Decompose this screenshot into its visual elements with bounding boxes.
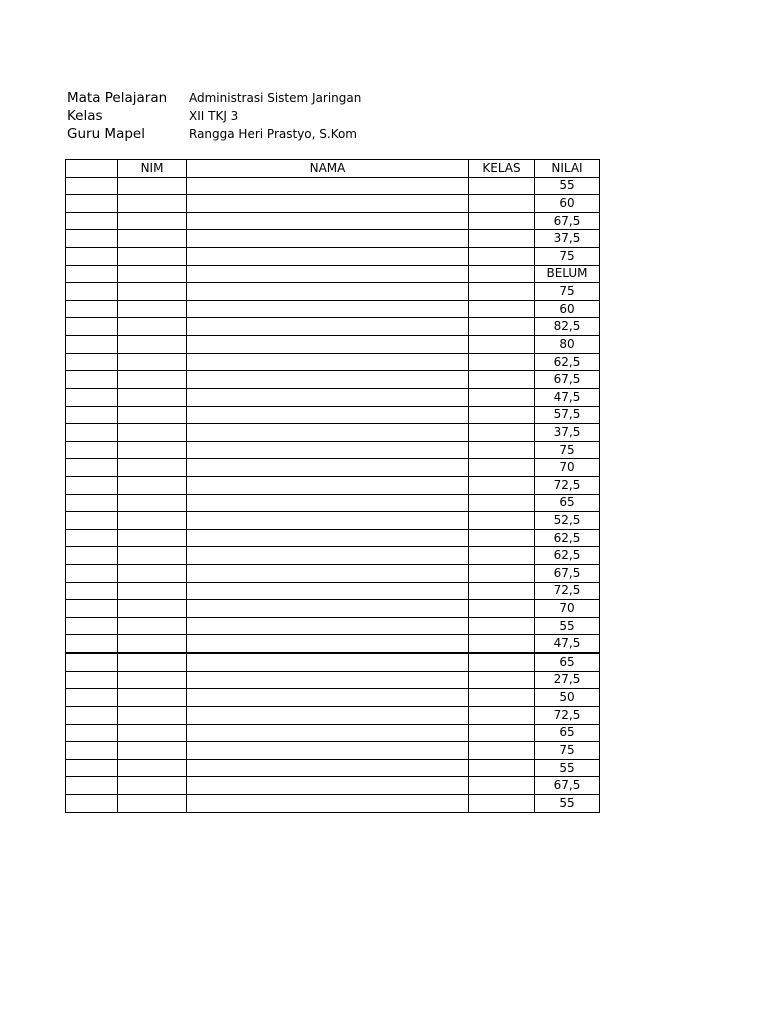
nilai-cell: 60	[535, 300, 600, 318]
kelas-cell	[469, 777, 535, 795]
kelas-cell	[469, 459, 535, 477]
kelas-cell	[469, 582, 535, 600]
nilai-cell: 55	[535, 759, 600, 777]
nilai-cell: 50	[535, 689, 600, 707]
nilai-cell: 75	[535, 283, 600, 301]
nim-cell	[118, 230, 187, 248]
nim-cell	[118, 600, 187, 618]
kelas-cell	[469, 565, 535, 583]
nim-cell	[118, 318, 187, 336]
kelas-cell	[469, 600, 535, 618]
nama-cell	[187, 529, 469, 547]
nim-cell	[118, 441, 187, 459]
kelas-cell	[469, 794, 535, 812]
nim-cell	[118, 512, 187, 530]
nama-cell	[187, 300, 469, 318]
nilai-cell: 67,5	[535, 777, 600, 795]
table-row	[66, 177, 600, 195]
nilai-cell: 75	[535, 248, 600, 266]
row-no-cell	[66, 353, 118, 371]
row-no-cell	[66, 529, 118, 547]
nama-cell	[187, 424, 469, 442]
nim-cell	[118, 759, 187, 777]
kelas-cell	[469, 529, 535, 547]
nim-cell	[118, 653, 187, 671]
table-row	[66, 689, 600, 707]
nilai-cell: 55	[535, 794, 600, 812]
nama-cell	[187, 388, 469, 406]
nim-cell	[118, 617, 187, 635]
nama-cell	[187, 565, 469, 583]
nama-cell	[187, 212, 469, 230]
nilai-cell: 37,5	[535, 230, 600, 248]
row-no-cell	[66, 283, 118, 301]
nim-cell	[118, 582, 187, 600]
nilai-cell: 37,5	[535, 424, 600, 442]
nim-cell	[118, 494, 187, 512]
kelas-cell	[469, 512, 535, 530]
table-row	[66, 300, 600, 318]
table-row	[66, 265, 600, 283]
row-no-cell	[66, 565, 118, 583]
nama-cell	[187, 759, 469, 777]
row-no-cell	[66, 742, 118, 760]
table-row	[66, 759, 600, 777]
row-no-cell	[66, 195, 118, 213]
nilai-cell: 72,5	[535, 476, 600, 494]
nama-cell	[187, 318, 469, 336]
nilai-cell: 65	[535, 724, 600, 742]
table-header-row	[66, 160, 600, 178]
nilai-cell: 65	[535, 653, 600, 671]
nama-cell	[187, 653, 469, 671]
row-no-cell	[66, 177, 118, 195]
nilai-cell: 75	[535, 742, 600, 760]
kelas-cell	[469, 318, 535, 336]
nama-cell	[187, 230, 469, 248]
nama-cell	[187, 195, 469, 213]
nama-cell	[187, 336, 469, 354]
row-no-cell	[66, 547, 118, 565]
nim-cell	[118, 336, 187, 354]
subject-label: Mata Pelajaran	[67, 90, 168, 106]
nama-cell	[187, 742, 469, 760]
nim-cell	[118, 353, 187, 371]
table-row	[66, 195, 600, 213]
nilai-cell: 70	[535, 600, 600, 618]
row-no-cell	[66, 336, 118, 354]
nama-cell	[187, 724, 469, 742]
nim-cell	[118, 635, 187, 653]
row-no-cell	[66, 582, 118, 600]
table-row	[66, 388, 600, 406]
nilai-cell: BELUM	[535, 265, 600, 283]
header-row-subject	[67, 89, 361, 107]
nilai-cell: 62,5	[535, 353, 600, 371]
kelas-cell	[469, 230, 535, 248]
nim-cell	[118, 248, 187, 266]
kelas-cell	[469, 212, 535, 230]
kelas-cell	[469, 742, 535, 760]
kelas-cell	[469, 441, 535, 459]
table-row	[66, 724, 600, 742]
document-header	[67, 89, 361, 143]
row-no-cell	[66, 300, 118, 318]
kelas-cell	[469, 476, 535, 494]
row-no-cell	[66, 371, 118, 389]
nim-cell	[118, 476, 187, 494]
nilai-cell: 65	[535, 494, 600, 512]
nilai-cell: 55	[535, 617, 600, 635]
kelas-cell	[469, 424, 535, 442]
table-row	[66, 336, 600, 354]
kelas-cell	[469, 265, 535, 283]
row-no-cell	[66, 265, 118, 283]
column-header-no	[66, 160, 118, 178]
table-row	[66, 582, 600, 600]
kelas-cell	[469, 653, 535, 671]
kelas-cell	[469, 547, 535, 565]
row-no-cell	[66, 759, 118, 777]
table-row	[66, 283, 600, 301]
table-row	[66, 371, 600, 389]
table-row	[66, 424, 600, 442]
nilai-cell: 72,5	[535, 582, 600, 600]
header-row-class	[67, 107, 361, 125]
nama-cell	[187, 406, 469, 424]
nilai-cell: 47,5	[535, 635, 600, 653]
row-no-cell	[66, 635, 118, 653]
table-row	[66, 706, 600, 724]
nama-cell	[187, 494, 469, 512]
kelas-cell	[469, 406, 535, 424]
kelas-cell	[469, 336, 535, 354]
nilai-cell: 67,5	[535, 565, 600, 583]
nim-cell	[118, 689, 187, 707]
table-row	[66, 617, 600, 635]
nama-cell	[187, 706, 469, 724]
nama-cell	[187, 600, 469, 618]
nama-cell	[187, 283, 469, 301]
table-row	[66, 459, 600, 477]
table-row	[66, 777, 600, 795]
nim-cell	[118, 212, 187, 230]
row-no-cell	[66, 476, 118, 494]
row-no-cell	[66, 724, 118, 742]
nilai-cell: 67,5	[535, 212, 600, 230]
table-row	[66, 353, 600, 371]
teacher-label: Guru Mapel	[67, 126, 145, 142]
row-no-cell	[66, 441, 118, 459]
nama-cell	[187, 512, 469, 530]
row-no-cell	[66, 689, 118, 707]
row-no-cell	[66, 794, 118, 812]
nim-cell	[118, 283, 187, 301]
nim-cell	[118, 565, 187, 583]
kelas-cell	[469, 177, 535, 195]
nim-cell	[118, 388, 187, 406]
kelas-cell	[469, 248, 535, 266]
nama-cell	[187, 582, 469, 600]
nilai-cell: 62,5	[535, 547, 600, 565]
nilai-cell: 62,5	[535, 529, 600, 547]
table-row	[66, 794, 600, 812]
nim-cell	[118, 406, 187, 424]
column-header-nim: NIM	[118, 160, 187, 178]
row-no-cell	[66, 406, 118, 424]
table-row	[66, 248, 600, 266]
table-row	[66, 441, 600, 459]
nim-cell	[118, 265, 187, 283]
nilai-cell: 55	[535, 177, 600, 195]
kelas-cell	[469, 689, 535, 707]
grades-table	[65, 159, 600, 813]
nim-cell	[118, 459, 187, 477]
row-no-cell	[66, 600, 118, 618]
kelas-cell	[469, 283, 535, 301]
nama-cell	[187, 476, 469, 494]
nilai-cell: 60	[535, 195, 600, 213]
nim-cell	[118, 529, 187, 547]
nama-cell	[187, 617, 469, 635]
nim-cell	[118, 671, 187, 689]
row-no-cell	[66, 494, 118, 512]
row-no-cell	[66, 706, 118, 724]
table-row	[66, 565, 600, 583]
nilai-cell: 75	[535, 441, 600, 459]
row-no-cell	[66, 653, 118, 671]
row-no-cell	[66, 230, 118, 248]
nama-cell	[187, 547, 469, 565]
nilai-cell: 27,5	[535, 671, 600, 689]
kelas-cell	[469, 494, 535, 512]
table-row	[66, 512, 600, 530]
table-row	[66, 742, 600, 760]
column-header-nama: NAMA	[187, 160, 469, 178]
nim-cell	[118, 195, 187, 213]
table-row	[66, 318, 600, 336]
column-header-kelas: KELAS	[469, 160, 535, 178]
table-row	[66, 671, 600, 689]
nim-cell	[118, 794, 187, 812]
kelas-cell	[469, 353, 535, 371]
table-row	[66, 635, 600, 653]
nama-cell	[187, 794, 469, 812]
nim-cell	[118, 424, 187, 442]
column-header-nilai: NILAI	[535, 160, 600, 178]
header-row-teacher	[67, 125, 361, 143]
row-no-cell	[66, 424, 118, 442]
nama-cell	[187, 177, 469, 195]
nama-cell	[187, 689, 469, 707]
row-no-cell	[66, 248, 118, 266]
row-no-cell	[66, 388, 118, 406]
nama-cell	[187, 441, 469, 459]
row-no-cell	[66, 617, 118, 635]
kelas-cell	[469, 617, 535, 635]
nilai-cell: 47,5	[535, 388, 600, 406]
row-no-cell	[66, 512, 118, 530]
nim-cell	[118, 777, 187, 795]
table-row	[66, 494, 600, 512]
table-row	[66, 476, 600, 494]
nilai-cell: 57,5	[535, 406, 600, 424]
nilai-cell: 67,5	[535, 371, 600, 389]
table-row	[66, 653, 600, 671]
nim-cell	[118, 547, 187, 565]
nilai-cell: 52,5	[535, 512, 600, 530]
kelas-cell	[469, 388, 535, 406]
kelas-cell	[469, 671, 535, 689]
table-row	[66, 406, 600, 424]
row-no-cell	[66, 671, 118, 689]
nim-cell	[118, 371, 187, 389]
nilai-cell: 72,5	[535, 706, 600, 724]
table-row	[66, 529, 600, 547]
nama-cell	[187, 635, 469, 653]
table-body	[66, 177, 600, 812]
nim-cell	[118, 724, 187, 742]
nim-cell	[118, 706, 187, 724]
row-no-cell	[66, 212, 118, 230]
row-no-cell	[66, 777, 118, 795]
nama-cell	[187, 671, 469, 689]
kelas-cell	[469, 724, 535, 742]
table-row	[66, 230, 600, 248]
nama-cell	[187, 248, 469, 266]
kelas-cell	[469, 195, 535, 213]
nilai-cell: 82,5	[535, 318, 600, 336]
table-row	[66, 547, 600, 565]
nama-cell	[187, 353, 469, 371]
table-row	[66, 600, 600, 618]
kelas-cell	[469, 706, 535, 724]
row-no-cell	[66, 459, 118, 477]
kelas-cell	[469, 635, 535, 653]
kelas-cell	[469, 371, 535, 389]
kelas-cell	[469, 300, 535, 318]
nilai-cell: 70	[535, 459, 600, 477]
kelas-cell	[469, 759, 535, 777]
nama-cell	[187, 459, 469, 477]
teacher-value: Rangga Heri Prastyo, S.Kom	[189, 127, 357, 141]
nim-cell	[118, 177, 187, 195]
subject-value: Administrasi Sistem Jaringan	[189, 91, 362, 105]
nim-cell	[118, 300, 187, 318]
row-no-cell	[66, 318, 118, 336]
nilai-cell: 80	[535, 336, 600, 354]
nim-cell	[118, 742, 187, 760]
table-row	[66, 212, 600, 230]
nama-cell	[187, 265, 469, 283]
class-value: XII TKJ 3	[189, 109, 239, 123]
nama-cell	[187, 371, 469, 389]
class-label: Kelas	[67, 108, 103, 124]
nama-cell	[187, 777, 469, 795]
